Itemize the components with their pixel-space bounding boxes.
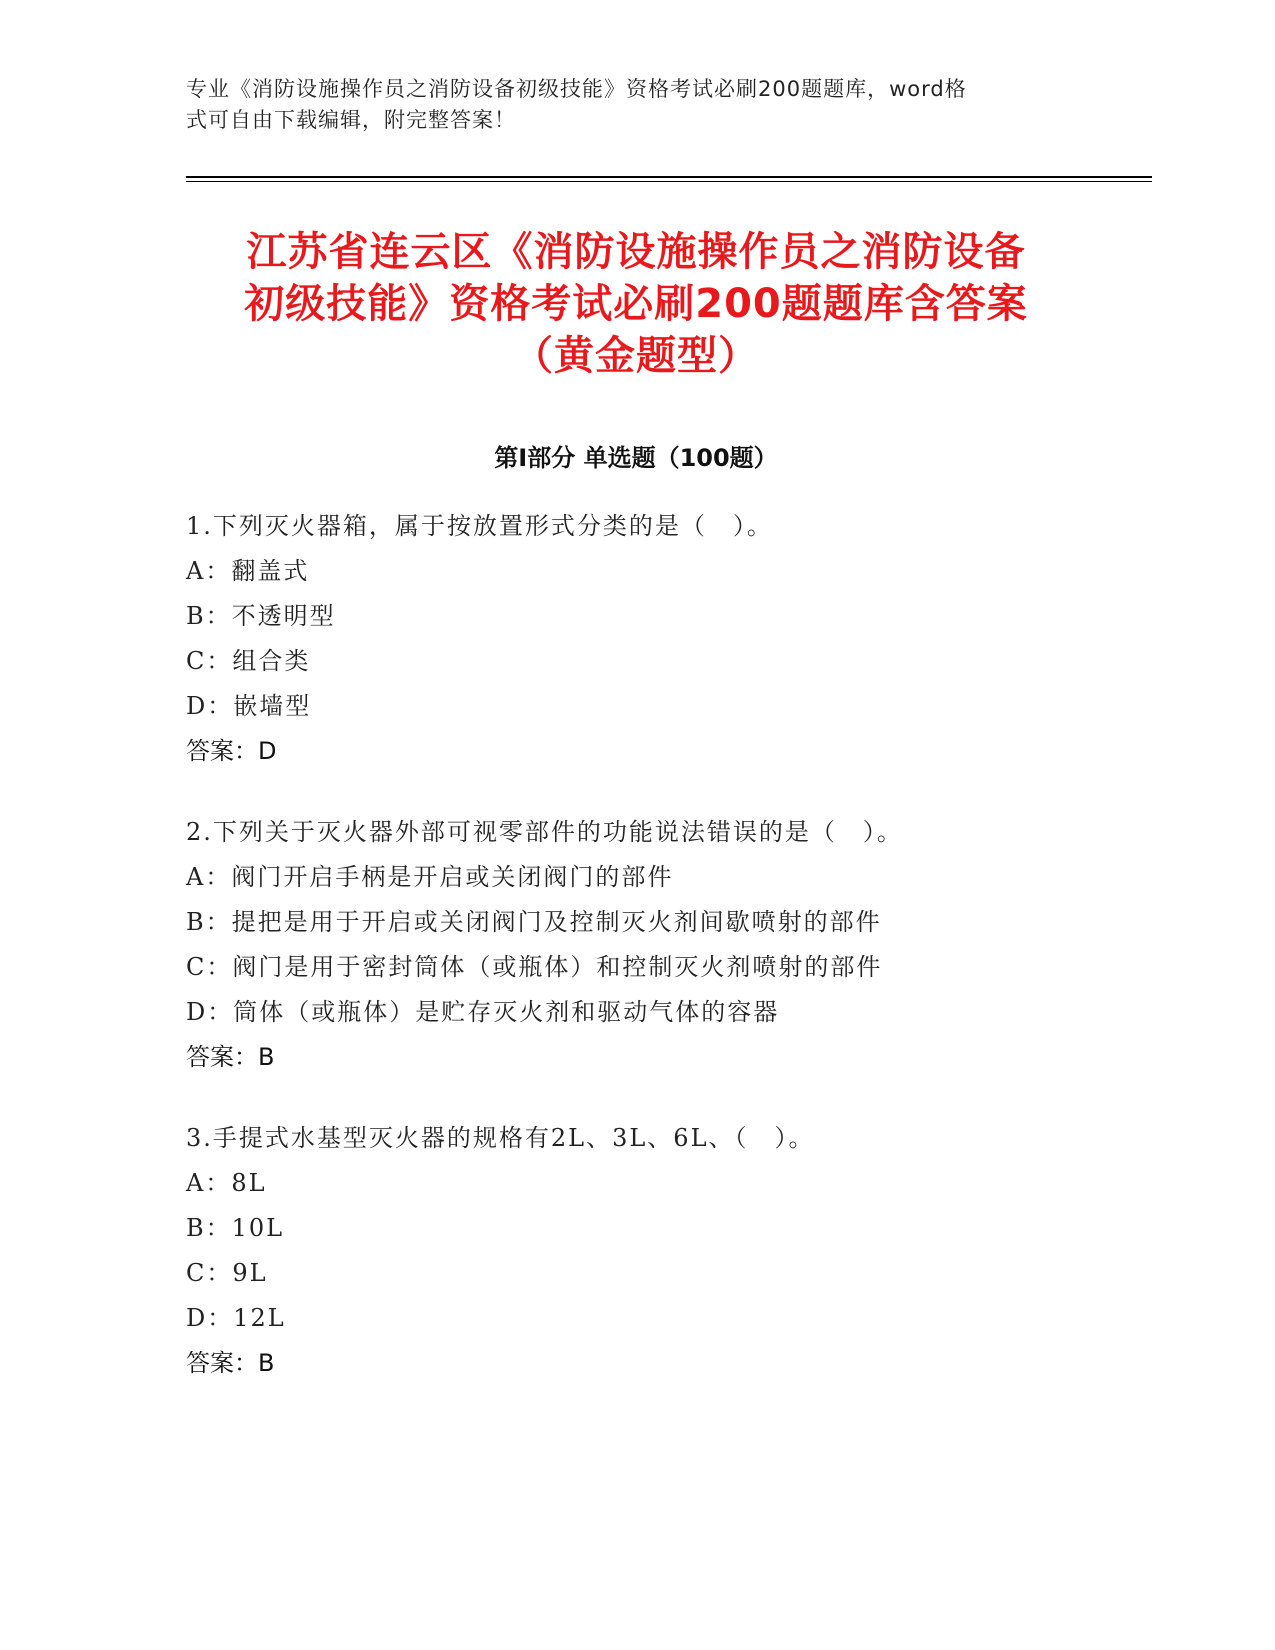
answer: 答案：B <box>186 1043 275 1071</box>
question-stem: 1.下列灭火器箱，属于按放置形式分类的是（ ）。 <box>186 512 773 540</box>
answer: 答案：B <box>186 1349 275 1377</box>
question-stem: 3.手提式水基型灭火器的规格有2L、3L、6L、（ ）。 <box>186 1124 815 1152</box>
answer: 答案：D <box>186 737 277 765</box>
option-d: D：筒体（或瓶体）是贮存灭火剂和驱动气体的容器 <box>186 998 780 1026</box>
document-title-line-3: （黄金题型） <box>513 333 759 379</box>
option-b: B：不透明型 <box>186 602 336 630</box>
option-a: A：8L <box>186 1169 267 1197</box>
option-c: C：组合类 <box>186 647 311 675</box>
section-title: 第Ⅰ部分 单选题（100题） <box>494 444 778 472</box>
header-note-line-2: 式可自由下载编辑，附完整答案！ <box>186 108 516 132</box>
option-b: B：提把是用于开启或关闭阀门及控制灭火剂间歇喷射的部件 <box>186 908 882 936</box>
header-note <box>186 74 1066 136</box>
question-3 <box>186 1115 1146 1385</box>
question-1 <box>186 503 1146 773</box>
document-title-line-2: 初级技能》资格考试必刷200题题库含答案 <box>244 281 1028 327</box>
option-d: D：12L <box>186 1304 286 1332</box>
header-divider-thin <box>186 181 1152 182</box>
option-b: B：10L <box>186 1214 285 1242</box>
header-note-line-1: 专业《消防设施操作员之消防设备初级技能》资格考试必刷200题题库，word格 <box>186 77 967 101</box>
option-a: A：翻盖式 <box>186 557 310 585</box>
option-c: C：9L <box>186 1259 268 1287</box>
document-title-line-1: 江苏省连云区《消防设施操作员之消防设备 <box>246 229 1026 275</box>
option-a: A：阀门开启手柄是开启或关闭阀门的部件 <box>186 863 674 891</box>
option-c: C：阀门是用于密封筒体（或瓶体）和控制灭火剂喷射的部件 <box>186 953 883 981</box>
header-divider-thick <box>186 176 1152 178</box>
option-d: D：嵌墙型 <box>186 692 312 720</box>
document-title <box>186 226 1086 382</box>
question-stem: 2.下列关于灭火器外部可视零部件的功能说法错误的是（ ）。 <box>186 818 903 846</box>
question-2 <box>186 809 1146 1079</box>
